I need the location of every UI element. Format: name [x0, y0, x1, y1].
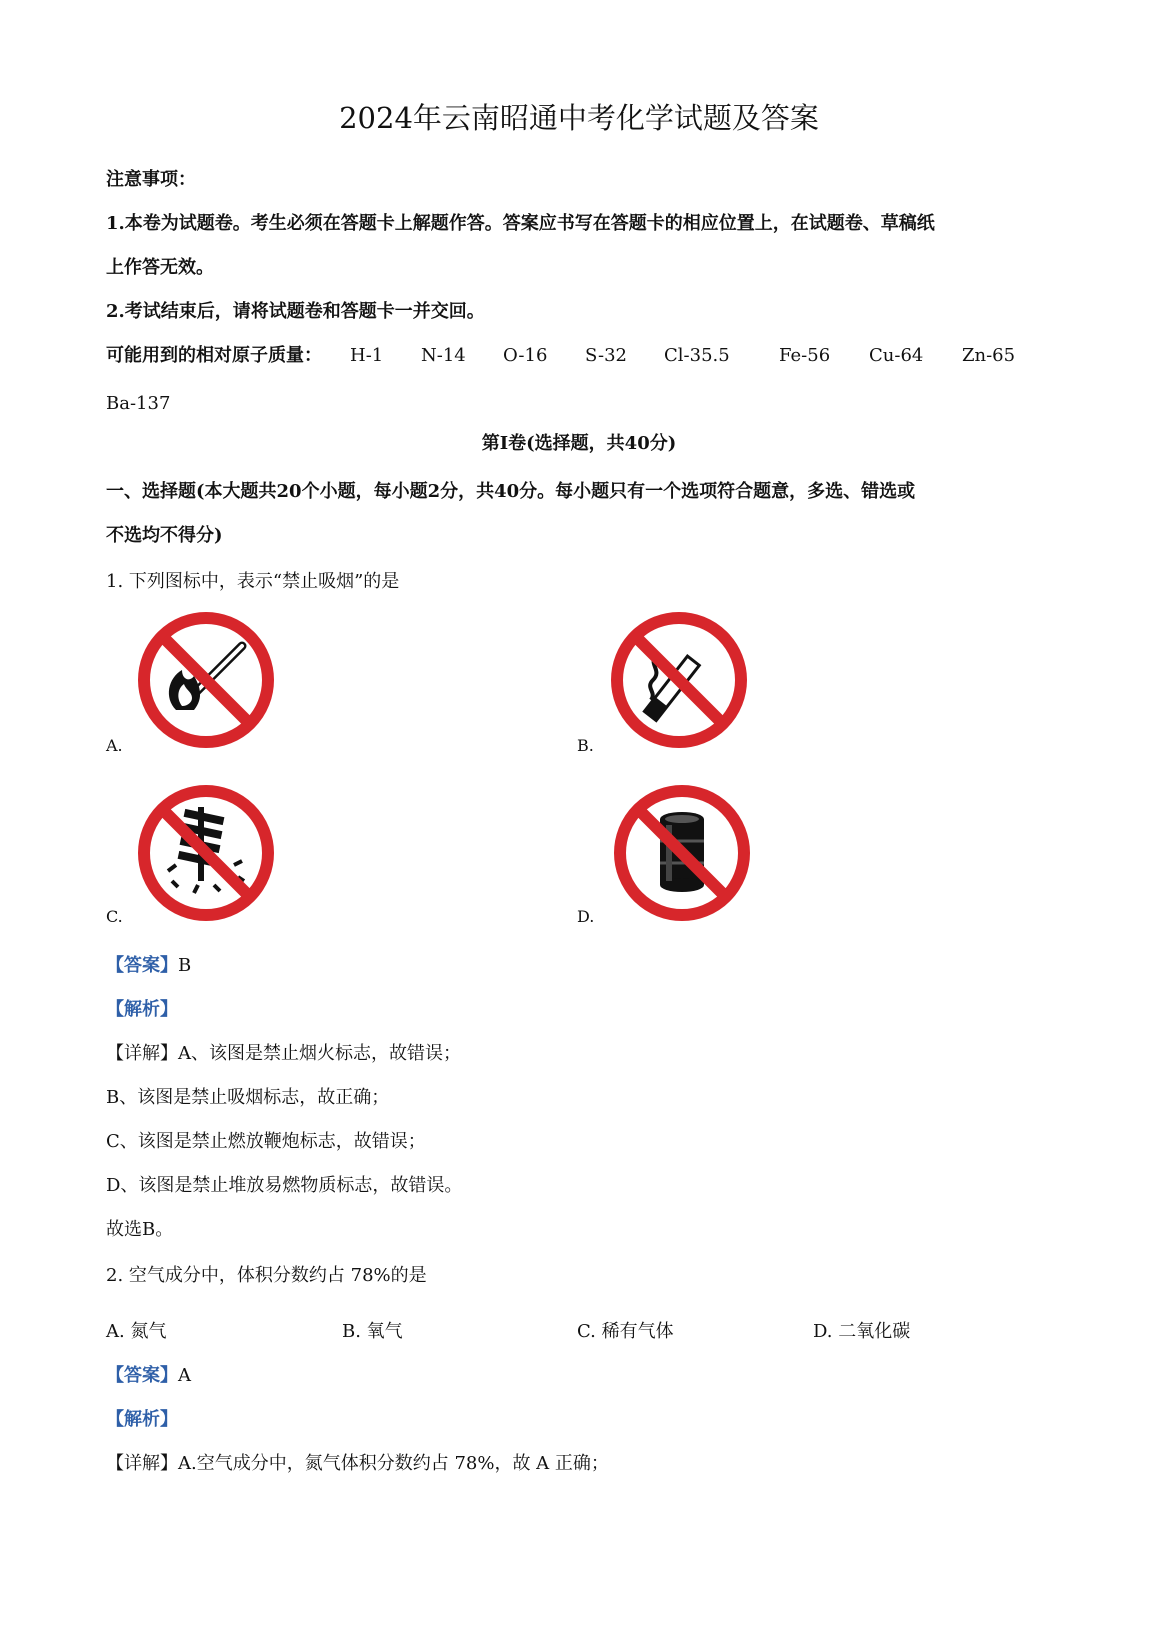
no-smoking-icon — [611, 612, 747, 748]
atomic-mass-s: S-32 — [585, 345, 627, 366]
notice-item-2: 2.考试结束后，请将试题卷和答题卡一并交回。 — [106, 301, 485, 322]
q1-answer — [106, 954, 191, 978]
q1-detail-c: C、该图是禁止燃放鞭炮标志，故错误； — [106, 1131, 426, 1152]
q2-detail-a — [106, 1452, 609, 1476]
answer-value: A — [178, 1365, 191, 1386]
atomic-mass-n: N-14 — [421, 345, 466, 366]
analysis-tag: 【解析】 — [106, 999, 178, 1020]
q2-analysis — [106, 1408, 178, 1432]
question-2-stem: 2. 空气成分中，体积分数约占 78%的是 — [106, 1265, 427, 1286]
part-one-instructions-line-2: 不选均不得分) — [106, 525, 223, 546]
no-flammable-storage-icon — [614, 785, 750, 921]
atomic-mass-ba: Ba-137 — [106, 393, 171, 414]
question-1-stem: 1. 下列图标中，表示“禁止吸烟”的是 — [106, 571, 400, 592]
q1-detail-b: B、该图是禁止吸烟标志，故正确； — [106, 1087, 390, 1108]
page-title: 2024年云南昭通中考化学试题及答案 — [339, 101, 819, 135]
atomic-mass-cu: Cu-64 — [869, 345, 924, 366]
q1-option-c-label: C. — [106, 907, 123, 926]
no-firecrackers-icon — [138, 785, 274, 921]
detail-tag: 【详解】 — [106, 1453, 178, 1474]
q1-analysis — [106, 998, 178, 1022]
detail-text: A、该图是禁止烟火标志，故错误； — [178, 1043, 461, 1064]
atomic-mass-cl: Cl-35.5 — [664, 345, 730, 366]
part-one-instructions-line-1: 一、选择题(本大题共20个小题，每小题2分，共40分。每小题只有一个选项符合题意，多选、错选或 — [106, 481, 916, 502]
atomic-mass-o: O-16 — [503, 345, 548, 366]
q2-choice-d: D. 二氧化碳 — [813, 1321, 911, 1342]
q1-option-b-label: B. — [577, 736, 594, 755]
q1-conclusion: 故选B。 — [106, 1219, 174, 1240]
atomic-mass-label: 可能用到的相对原子质量： — [106, 345, 322, 366]
answer-tag: 【答案】 — [106, 1365, 178, 1386]
notice-heading: 注意事项： — [106, 169, 196, 190]
section-title: 第Ⅰ卷(选择题，共40分) — [481, 433, 677, 454]
notice-item-1-line-2: 上作答无效。 — [106, 257, 214, 278]
answer-tag: 【答案】 — [106, 955, 178, 976]
detail-text: A.空气成分中，氮气体积分数约占 78%，故 A 正确； — [178, 1453, 609, 1474]
q2-choice-b: B. 氧气 — [342, 1321, 403, 1342]
q1-detail-d: D、该图是禁止堆放易燃物质标志，故错误。 — [106, 1175, 463, 1196]
notice-item-1-line-1: 1.本卷为试题卷。考生必须在答题卡上解题作答。答案应书写在答题卡的相应位置上，在试题卷、草稿纸 — [106, 213, 935, 234]
q2-choice-a: A. 氮气 — [106, 1321, 167, 1342]
analysis-tag: 【解析】 — [106, 1409, 178, 1430]
q2-answer — [106, 1364, 191, 1388]
no-fire-icon — [138, 612, 274, 748]
atomic-mass-zn: Zn-65 — [962, 345, 1016, 366]
q2-choice-c: C. 稀有气体 — [577, 1321, 674, 1342]
atomic-mass-h: H-1 — [350, 345, 384, 366]
atomic-mass-fe: Fe-56 — [779, 345, 831, 366]
q1-option-a-label: A. — [106, 736, 123, 755]
answer-value: B — [178, 955, 192, 976]
detail-tag: 【详解】 — [106, 1043, 178, 1064]
q1-option-d-label: D. — [577, 907, 595, 926]
q1-detail-a — [106, 1042, 461, 1066]
